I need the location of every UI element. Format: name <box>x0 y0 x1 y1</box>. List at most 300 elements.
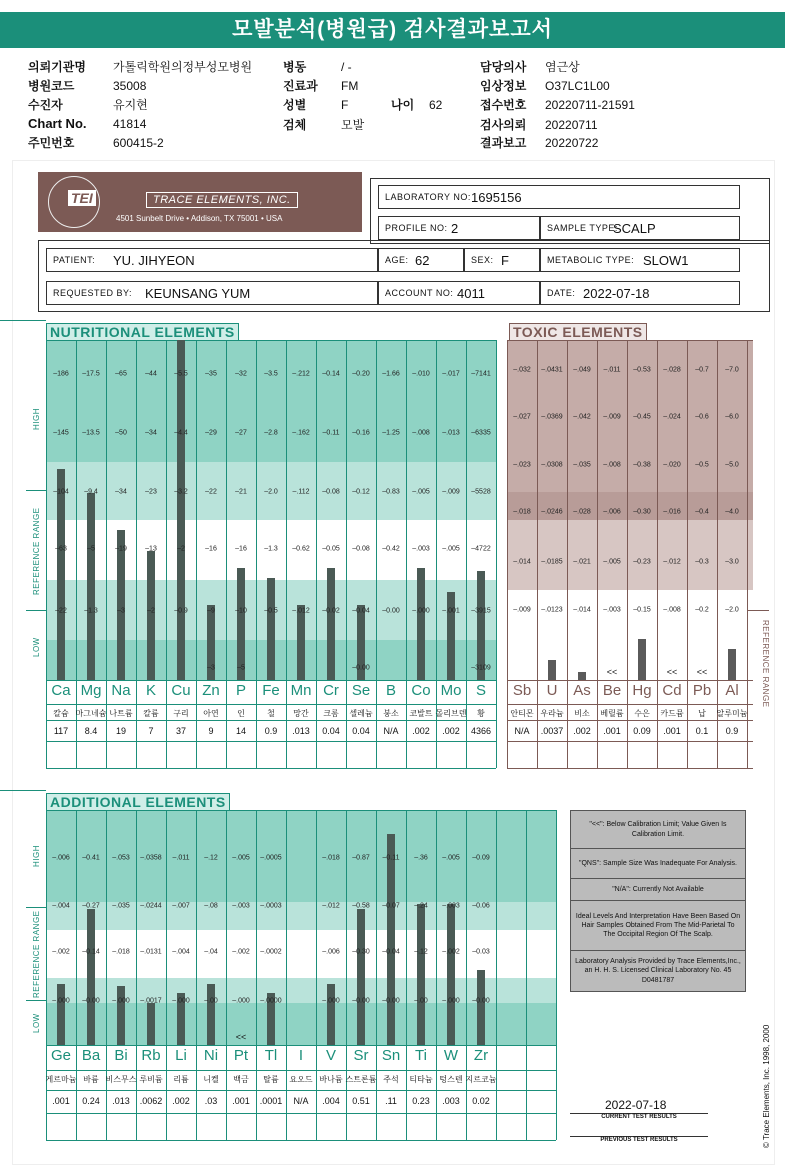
tick-rb-3: –.0017 <box>140 997 162 1005</box>
tick-s-2: –5528 <box>471 488 491 496</box>
tick-tl-1: –.0003 <box>260 902 282 910</box>
tick-b-2: –0.83 <box>382 488 400 496</box>
tick-zr-0: –0.09 <box>472 854 490 862</box>
tick-ba-0: –0.41 <box>82 854 100 862</box>
result-s: 4366 <box>470 726 492 736</box>
tick-p-2: –21 <box>235 488 247 496</box>
nutri-row-line-3 <box>46 741 496 742</box>
tick-mg-0: –17.5 <box>82 370 100 378</box>
symbol-s: S <box>475 682 487 699</box>
tick-cd-4: –.012 <box>663 558 681 566</box>
tick-sn-3: –0.00 <box>382 997 400 1005</box>
add-col-line <box>556 810 557 1140</box>
requested-value: KEUNSANG YUM <box>145 286 251 301</box>
korean-name-rb: 루비듐 <box>139 1075 163 1084</box>
bar-fe <box>267 578 275 680</box>
nutritional-title: NUTRITIONAL ELEMENTS <box>46 323 239 341</box>
tick-ge-3: –.000 <box>52 997 70 1005</box>
symbol-zn: Zn <box>202 682 220 699</box>
symbol-se: Se <box>351 682 371 699</box>
result-ni: .03 <box>204 1096 218 1106</box>
tick-cd-5: –.008 <box>663 606 681 614</box>
korean-name-v: 바나듐 <box>319 1075 343 1084</box>
tick-ba-1: –0.27 <box>82 902 100 910</box>
toxic-row-line-3 <box>507 741 753 742</box>
result-sn: .11 <box>385 1096 397 1106</box>
tick-w-3: –.000 <box>442 997 460 1005</box>
doctor-value: 염근상 <box>545 60 580 74</box>
note-calibration: "<<": Below Calibration Limit; Value Given Is Calibration Limit. <box>571 811 745 849</box>
tick-tl-3: –.0000 <box>260 997 282 1005</box>
date-cell <box>540 281 740 305</box>
korean-name-be: 베릴륨 <box>600 709 624 718</box>
korean-name-cr: 크롬 <box>323 709 339 718</box>
nutri-low-label: LOW <box>32 637 41 657</box>
lab-no-value: 1695156 <box>471 190 522 205</box>
result-al: 0.9 <box>725 726 739 736</box>
report-title: 모발분석(병원급) 검사결과보고서 <box>0 12 785 48</box>
tick-ni-3: –.00 <box>204 997 218 1005</box>
tick-extra-p: –5 <box>237 664 245 672</box>
result-tl: .0001 <box>259 1096 283 1106</box>
dept-label: 진료과 <box>283 79 318 93</box>
tick-al-4: –3.0 <box>725 558 739 566</box>
dept-value: FM <box>341 79 359 93</box>
tick-b-1: –1.25 <box>382 429 400 437</box>
account-cell <box>378 281 540 305</box>
result-pb: 0.1 <box>695 726 709 736</box>
tick-bi-0: –.053 <box>112 854 130 862</box>
bar-ti <box>417 904 425 1045</box>
tick-ca-0: –186 <box>53 370 69 378</box>
tick-ge-2: –.002 <box>52 948 70 956</box>
result-k: 7 <box>148 726 154 736</box>
nutri-top-line <box>46 340 496 341</box>
tick-ca-1: –145 <box>53 429 69 437</box>
tick-ca-4: –22 <box>55 607 67 615</box>
tick-ge-1: –.004 <box>52 902 70 910</box>
result-ge: .001 <box>52 1096 70 1106</box>
age-label: 나이 <box>391 98 415 112</box>
lab-logo <box>38 172 362 232</box>
tick-sb-2: –.023 <box>513 461 531 469</box>
tick-li-3: –.000 <box>172 997 190 1005</box>
symbol-sn: Sn <box>381 1047 401 1064</box>
note-qns: "QNS": Sample Size Was Inadequate For Analysis. <box>571 849 745 879</box>
hospital-code-label: 병원코드 <box>28 79 75 93</box>
bar-ca <box>57 469 65 680</box>
bar-u <box>548 660 556 680</box>
result-sr: 0.51 <box>352 1096 370 1106</box>
tick-extra-s: –3109 <box>471 664 491 672</box>
tick-co-0: –.010 <box>412 370 430 378</box>
bar-mn <box>297 605 305 680</box>
toxic-row-line-4 <box>507 768 753 769</box>
sample-cell <box>540 216 740 240</box>
korean-name-mg: 마그네슘 <box>75 709 107 718</box>
korean-name-ba: 바륨 <box>83 1075 99 1084</box>
lab-sex-label: SEX: <box>471 255 494 265</box>
result-bi: .013 <box>112 1096 130 1106</box>
toxic-ref-mark <box>747 610 769 611</box>
tick-s-3: –4722 <box>471 545 491 553</box>
result-ca: 117 <box>53 726 69 736</box>
result-b: N/A <box>383 726 399 736</box>
nutri-ref-mark-top <box>26 490 46 491</box>
korean-name-se: 셀레늄 <box>349 709 373 718</box>
add-row-line-0 <box>46 1045 556 1046</box>
date-label: DATE: <box>547 288 576 298</box>
add-low-label: LOW <box>32 1013 41 1033</box>
result-as: .002 <box>573 726 591 736</box>
tick-cd-1: –.024 <box>663 413 681 421</box>
result-co: .002 <box>412 726 430 736</box>
tick-ti-3: –.00 <box>414 997 428 1005</box>
symbol-as: As <box>573 682 591 699</box>
tick-hg-3: –0.30 <box>633 508 651 516</box>
korean-name-tl: 탈륨 <box>263 1075 279 1084</box>
toxic-ref-label: REFERENCE RANGE <box>761 620 770 708</box>
toxic-row-line-0 <box>507 680 753 681</box>
below-limit-be: << <box>606 667 618 677</box>
add-bracket <box>0 790 46 791</box>
tick-co-4: –.000 <box>412 607 430 615</box>
tick-u-5: –.0123 <box>541 606 563 614</box>
specimen-value: 모발 <box>341 118 365 132</box>
tick-be-0: –.011 <box>603 366 621 374</box>
tick-extra-se: –0.00 <box>352 664 370 672</box>
tick-pt-2: –.002 <box>232 948 250 956</box>
sex-cell <box>464 248 540 272</box>
lab-no-label: LABORATORY NO: <box>385 192 471 202</box>
korean-name-k: 칼륨 <box>143 709 159 718</box>
report-date-label: 결과보고 <box>480 136 527 150</box>
symbol-hg: Hg <box>632 682 652 699</box>
symbol-al: Al <box>725 682 739 699</box>
receipt-value: 20220711-21591 <box>545 98 635 112</box>
tick-k-2: –23 <box>145 488 157 496</box>
result-mo: .002 <box>442 726 460 736</box>
tick-hg-4: –0.23 <box>633 558 651 566</box>
institution-label: 의뢰기관명 <box>28 60 86 74</box>
tick-sb-5: –.009 <box>513 606 531 614</box>
metabolic-cell <box>540 248 740 272</box>
nutri-row-line-2 <box>46 720 496 721</box>
tick-mo-0: –.017 <box>442 370 460 378</box>
result-v: .004 <box>322 1096 340 1106</box>
add-ref-label: REFERENCE RANGE <box>32 910 41 998</box>
additional-title: ADDITIONAL ELEMENTS <box>46 793 230 811</box>
tick-mg-4: –1.3 <box>84 607 98 615</box>
tick-mo-2: –.009 <box>442 488 460 496</box>
tick-fe-0: –3.5 <box>264 370 278 378</box>
nutri-col-line <box>496 340 497 768</box>
bar-cr <box>327 568 335 680</box>
tick-p-0: –32 <box>235 370 247 378</box>
tick-w-0: –.005 <box>442 854 460 862</box>
korean-name-ti: 티타늄 <box>409 1075 433 1084</box>
result-p: 14 <box>235 726 247 736</box>
tick-na-1: –50 <box>115 429 127 437</box>
clinical-value: O37LC1L00 <box>545 79 610 93</box>
tick-p-3: –16 <box>235 545 247 553</box>
doctor-label: 담당의사 <box>480 60 527 74</box>
tick-bi-2: –.018 <box>112 948 130 956</box>
korean-name-zr: 지르코늄 <box>465 1075 497 1084</box>
copyright: © Trace Elements, Inc. 1998, 2000 <box>762 1024 771 1148</box>
symbol-w: W <box>443 1047 459 1064</box>
tick-u-4: –.0185 <box>541 558 563 566</box>
current-label: CURRENT TEST RESULTS <box>570 1113 708 1120</box>
ward-value: / - <box>341 60 352 74</box>
result-pt: .001 <box>232 1096 250 1106</box>
korean-name-hg: 수은 <box>634 709 650 718</box>
tick-rb-1: –.0244 <box>140 902 162 910</box>
tick-mn-4: –.012 <box>292 607 310 615</box>
tick-as-0: –.049 <box>573 366 591 374</box>
bar-v <box>327 984 335 1045</box>
tick-fe-3: –1.3 <box>264 545 278 553</box>
korean-name-cd: 카드뮴 <box>660 709 684 718</box>
result-be: .001 <box>603 726 621 736</box>
bar-sn <box>387 834 395 1046</box>
tick-k-1: –34 <box>145 429 157 437</box>
bar-p <box>237 568 245 680</box>
tick-mo-3: –.005 <box>442 545 460 553</box>
note-na: "N/A": Currently Not Available <box>571 879 745 901</box>
symbol-be: Be <box>602 682 622 699</box>
nutri-ref-mark-bottom <box>26 610 46 611</box>
sex-label: 성별 <box>283 98 307 112</box>
bar-k <box>147 551 155 680</box>
symbol-mo: Mo <box>440 682 462 699</box>
nutri-ref-label: REFERENCE RANGE <box>32 507 41 595</box>
tick-ni-0: –.12 <box>204 854 218 862</box>
tick-pb-2: –0.5 <box>695 461 709 469</box>
korean-name-b: 붕소 <box>383 709 399 718</box>
tick-mo-1: –.013 <box>442 429 460 437</box>
nutri-row-line-0 <box>46 680 496 681</box>
tick-na-0: –65 <box>115 370 127 378</box>
tick-cr-4: –0.02 <box>322 607 340 615</box>
symbol-cd: Cd <box>662 682 682 699</box>
hospital-code-value: 35008 <box>113 79 147 93</box>
symbol-cr: Cr <box>323 682 339 699</box>
symbol-tl: Tl <box>264 1047 278 1064</box>
tick-u-1: –.0369 <box>541 413 563 421</box>
tick-pb-5: –0.2 <box>695 606 709 614</box>
tick-be-3: –.006 <box>603 508 621 516</box>
tick-fe-2: –2.0 <box>264 488 278 496</box>
tick-ni-2: –.04 <box>204 948 218 956</box>
tick-hg-5: –0.15 <box>633 606 651 614</box>
tick-v-1: –.012 <box>322 902 340 910</box>
tick-as-1: –.042 <box>573 413 591 421</box>
bar-hg <box>638 639 646 680</box>
recipient-label: 수진자 <box>28 98 63 112</box>
korean-name-cu: 구리 <box>173 709 189 718</box>
toxic-row-line-2 <box>507 720 753 721</box>
tick-be-1: –.009 <box>603 413 621 421</box>
tick-pt-3: –.000 <box>232 997 250 1005</box>
tick-fe-4: –0.5 <box>264 607 278 615</box>
request-label: 검사의뢰 <box>480 118 527 132</box>
bar-mg <box>87 493 95 680</box>
tick-zn-1: –29 <box>205 429 217 437</box>
tick-sn-1: –0.07 <box>382 902 400 910</box>
tick-hg-2: –0.38 <box>633 461 651 469</box>
tick-mg-1: –13.5 <box>82 429 100 437</box>
nutri-row-line-4 <box>46 768 496 769</box>
notes-panel <box>570 810 746 992</box>
tick-pt-0: –.005 <box>232 854 250 862</box>
age-value: 62 <box>429 98 443 112</box>
tick-ca-2: –104 <box>53 488 69 496</box>
add-ref-mark-top <box>26 907 46 908</box>
clinical-label: 임상정보 <box>480 79 527 93</box>
add-row-line-3 <box>46 1113 556 1114</box>
patient-label: PATIENT: <box>53 255 96 265</box>
result-ti: 0.23 <box>412 1096 430 1106</box>
below-limit-cd: << <box>666 667 678 677</box>
tick-sr-1: –0.58 <box>352 902 370 910</box>
tick-pb-0: –0.7 <box>695 366 709 374</box>
date-value: 2022-07-18 <box>583 286 650 301</box>
tick-k-0: –44 <box>145 370 157 378</box>
korean-name-s: 황 <box>477 709 485 718</box>
tick-ti-0: –.36 <box>414 854 428 862</box>
sample-label: SAMPLE TYPE: <box>547 223 618 233</box>
tick-tl-0: –.0005 <box>260 854 282 862</box>
symbol-cu: Cu <box>171 682 191 699</box>
result-cr: 0.04 <box>322 726 340 736</box>
tick-ti-1: –.24 <box>414 902 428 910</box>
recipient-value: 유지현 <box>113 98 148 112</box>
tick-u-0: –.0431 <box>541 366 563 374</box>
symbol-sr: Sr <box>353 1047 369 1064</box>
tick-be-2: –.008 <box>603 461 621 469</box>
tick-u-3: –.0246 <box>541 508 563 516</box>
bar-na <box>117 530 125 680</box>
nutri-band-0 <box>46 340 496 462</box>
korean-name-ca: 칼슘 <box>53 709 69 718</box>
korean-name-i: 요오드 <box>289 1075 313 1084</box>
korean-name-co: 코발트 <box>409 709 433 718</box>
korean-name-ge: 게르마늄 <box>45 1075 77 1084</box>
tick-al-5: –2.0 <box>725 606 739 614</box>
korean-name-as: 비소 <box>574 709 590 718</box>
below-limit-pt: << <box>235 1032 247 1042</box>
tick-rb-2: –.0131 <box>140 948 162 956</box>
account-label: ACCOUNT NO: <box>385 288 454 298</box>
tick-v-3: –.000 <box>322 997 340 1005</box>
tick-p-1: –27 <box>235 429 247 437</box>
tick-as-3: –.028 <box>573 508 591 516</box>
toxic-row-line-1 <box>507 704 753 705</box>
symbol-zr: Zr <box>473 1047 489 1064</box>
add-row-line-4 <box>46 1140 556 1141</box>
tick-as-5: –.014 <box>573 606 591 614</box>
result-u: .0037 <box>540 726 564 736</box>
id-value: 600415-2 <box>113 136 164 150</box>
result-rb: .0062 <box>139 1096 163 1106</box>
bar-cu <box>177 340 185 680</box>
tick-k-4: –2 <box>147 607 155 615</box>
tick-mo-4: –.001 <box>442 607 460 615</box>
tick-se-4: –0.04 <box>352 607 370 615</box>
tick-zn-0: –35 <box>205 370 217 378</box>
symbol-ca: Ca <box>51 682 71 699</box>
tick-tl-2: –.0002 <box>260 948 282 956</box>
bar-al <box>728 649 736 680</box>
tick-pt-1: –.003 <box>232 902 250 910</box>
tick-b-3: –0.42 <box>382 545 400 553</box>
bar-sr <box>357 909 365 1045</box>
tick-zr-2: –0.03 <box>472 948 490 956</box>
tick-ni-1: –.08 <box>204 902 218 910</box>
tick-pb-4: –0.3 <box>695 558 709 566</box>
result-zr: 0.02 <box>472 1096 490 1106</box>
sex-value: F <box>341 98 349 112</box>
tick-mg-2: –9.4 <box>84 488 98 496</box>
tick-w-2: –.002 <box>442 948 460 956</box>
result-sb: N/A <box>514 726 530 736</box>
request-value: 20220711 <box>545 118 598 132</box>
lab-age-label: AGE: <box>385 255 409 265</box>
previous-label: PREVIOUS TEST RESULTS <box>570 1136 708 1143</box>
tick-cr-2: –0.08 <box>322 488 340 496</box>
tick-fe-1: –2.8 <box>264 429 278 437</box>
below-limit-pb: << <box>696 667 708 677</box>
tick-al-3: –4.0 <box>725 508 739 516</box>
korean-name-ni: 니켈 <box>203 1075 219 1084</box>
specimen-label: 검체 <box>283 118 307 132</box>
tick-k-3: –13 <box>145 545 157 553</box>
tick-p-4: –10 <box>235 607 247 615</box>
tick-zn-2: –22 <box>205 488 217 496</box>
tick-sb-3: –.018 <box>513 508 531 516</box>
symbol-mg: Mg <box>80 682 102 699</box>
tick-sn-2: –0.04 <box>382 948 400 956</box>
chart-value: 41814 <box>113 117 147 131</box>
result-hg: 0.09 <box>633 726 651 736</box>
tick-se-1: –0.16 <box>352 429 370 437</box>
tick-cr-0: –0.14 <box>322 370 340 378</box>
tick-al-2: –5.0 <box>725 461 739 469</box>
add-row-line-2 <box>46 1090 556 1091</box>
institution-value: 가톨릭학원의정부성모병원 <box>113 60 253 74</box>
report-date-value: 20220722 <box>545 136 599 150</box>
result-se: 0.04 <box>352 726 370 736</box>
chart-label: Chart No. <box>28 116 87 131</box>
tick-li-0: –.011 <box>172 854 190 862</box>
tick-sr-3: –0.00 <box>352 997 370 1005</box>
tick-mn-3: –0.62 <box>292 545 310 553</box>
profile-cell <box>378 216 540 240</box>
profile-label: PROFILE NO: <box>385 223 448 233</box>
tick-cu-0: –5.5 <box>174 370 188 378</box>
tick-s-1: –6335 <box>471 429 491 437</box>
bar-zr <box>477 970 485 1045</box>
tick-cr-3: –0.05 <box>322 545 340 553</box>
tick-mn-1: –.162 <box>292 429 310 437</box>
symbol-rb: Rb <box>141 1047 161 1064</box>
tick-sr-0: –0.87 <box>352 854 370 862</box>
tick-bi-1: –.035 <box>112 902 130 910</box>
tick-u-2: –.0308 <box>541 461 563 469</box>
result-mn: .013 <box>292 726 310 736</box>
korean-name-na: 나트륨 <box>109 709 133 718</box>
